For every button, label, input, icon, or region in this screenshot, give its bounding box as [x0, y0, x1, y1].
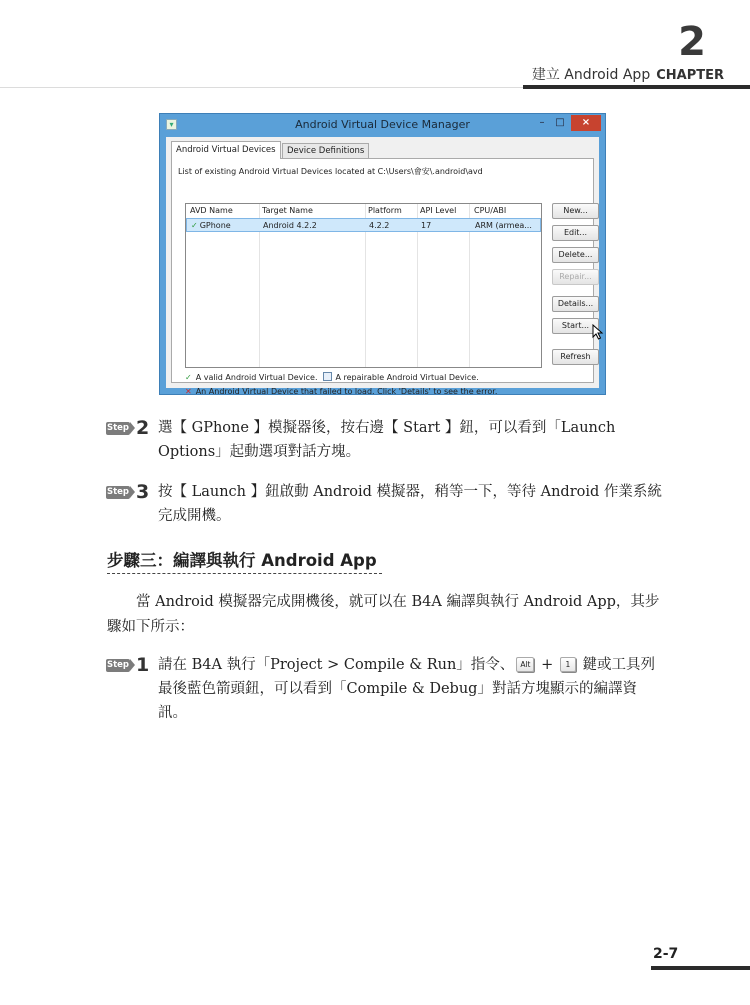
details-button[interactable]: Details... — [552, 296, 599, 312]
target-cell: Android 4.2.2 — [263, 221, 317, 230]
delete-button[interactable]: Delete... — [552, 247, 599, 263]
tab-device-definitions[interactable]: Device Definitions — [282, 143, 369, 158]
avd-name: GPhone — [199, 221, 231, 230]
table-row[interactable] — [186, 218, 541, 232]
legend-valid-text: A valid Android Virtual Device. — [195, 373, 318, 382]
step-badge — [106, 417, 152, 439]
step-text-before: 請在 B4A 執行「Project > Compile & Run」指令、 — [158, 657, 515, 673]
step-number: 1 — [136, 654, 150, 676]
column-header[interactable]: API Level — [420, 206, 457, 215]
api-level-cell: 17 — [421, 221, 432, 230]
alt-key-icon: Alt — [516, 657, 534, 672]
plus-sign: + — [536, 657, 558, 673]
table-header — [186, 204, 541, 218]
legend-valid-repairable — [185, 372, 479, 382]
valid-check-icon: ✓ — [185, 373, 192, 382]
section-heading: 步驟三：編譯與執行 Android App — [107, 551, 377, 570]
cpu-abi-cell: ARM (armea... — [475, 221, 532, 230]
window-body — [166, 137, 599, 396]
avd-manager-screenshot — [159, 113, 606, 395]
column-header[interactable]: AVD Name — [190, 206, 233, 215]
repair-icon — [323, 372, 332, 381]
window-title: Android Virtual Device Manager — [295, 118, 470, 131]
step-badge-label: Step — [106, 660, 130, 670]
avd-list-caption: List of existing Android Virtual Devices located at C:\Users\會安\.android\avd — [178, 167, 483, 176]
step-text — [158, 653, 662, 725]
error-x-icon: ✕ — [185, 387, 192, 396]
column-header[interactable]: Target Name — [262, 206, 313, 215]
minimize-button[interactable]: – — [539, 117, 545, 128]
legend-failed — [185, 387, 497, 396]
header-thin-rule — [0, 87, 523, 88]
step-badge — [106, 481, 152, 503]
legend-repairable-text: A repairable Android Virtual Device. — [335, 373, 479, 382]
step-arrow-icon — [130, 486, 135, 498]
maximize-button[interactable]: □ — [555, 117, 565, 128]
step-number: 2 — [136, 417, 150, 439]
step-badge-label: Step — [106, 423, 130, 433]
start-button[interactable]: Start... — [552, 318, 599, 334]
avd-name-cell — [191, 221, 261, 230]
edit-button[interactable]: Edit... — [552, 225, 599, 241]
new-button[interactable]: New... — [552, 203, 599, 219]
step-text-after: 鍵或工具列最後藍色箭頭鈕，可以看到「Compile & Debug」對話方塊顯示的編譯資訊。 — [158, 657, 655, 721]
android-app-icon: ▾ — [166, 119, 177, 130]
mouse-cursor-icon — [592, 324, 604, 340]
step-number: 3 — [136, 481, 150, 503]
avd-table — [185, 203, 542, 368]
step-arrow-icon — [130, 422, 135, 434]
repair-button[interactable]: Repair... — [552, 269, 599, 285]
refresh-button[interactable]: Refresh — [552, 349, 599, 365]
page-number: 2-7 — [653, 946, 679, 962]
header-rule — [523, 85, 750, 89]
chapter-title — [532, 64, 724, 84]
one-key-icon: 1 — [560, 657, 576, 672]
chapter-number: 2 — [678, 19, 706, 65]
tab-android-virtual-devices[interactable]: Android Virtual Devices — [171, 141, 281, 159]
platform-cell: 4.2.2 — [369, 221, 390, 230]
step-text: 按【 Launch 】鈕啟動 Android 模擬器，稍等一下，等待 Android 作業系統完成開機。 — [158, 484, 662, 524]
chapter-label: CHAPTER — [656, 68, 724, 83]
chapter-title-text: 建立 Android App — [531, 67, 651, 83]
section-dashed-rule — [107, 573, 382, 574]
legend-failed-text: An Android Virtual Device that failed to load. Click 'Details' to see the error. — [195, 387, 498, 396]
step-arrow-icon — [130, 659, 135, 671]
tab-panel — [171, 158, 594, 396]
column-header[interactable]: CPU/ABI — [474, 206, 507, 215]
step-badge — [106, 654, 152, 676]
section-paragraph: 當 Android 模擬器完成開機後，就可以在 B4A 編譯與執行 Android App，其步驟如下所示： — [107, 594, 660, 635]
close-button[interactable]: × — [571, 115, 601, 131]
step-badge-label: Step — [106, 487, 130, 497]
valid-check-icon: ✓ — [191, 221, 198, 230]
step-text: 選【 GPhone 】模擬器後，按右邊【 Start 】鈕，可以看到「Launch Options」起動選項對話方塊。 — [158, 420, 616, 460]
footer-rule — [651, 966, 750, 970]
window-titlebar — [160, 114, 605, 136]
column-header[interactable]: Platform — [368, 206, 402, 215]
